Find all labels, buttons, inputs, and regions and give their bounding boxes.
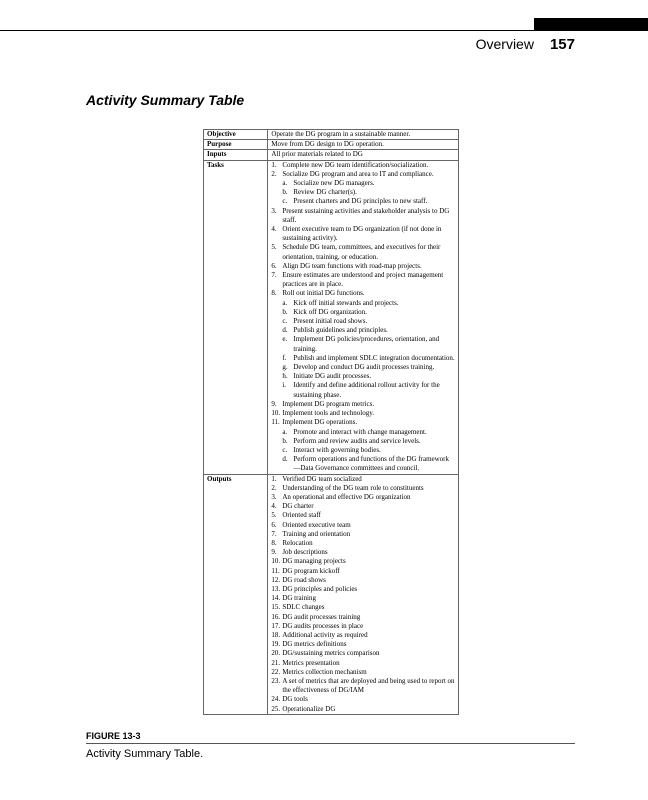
task-text: Implement DG operations. <box>282 418 358 427</box>
task-text: Align DG team functions with road-map projects. <box>282 261 422 270</box>
output-text: Oriented staff <box>282 511 321 520</box>
output-text: DG/sustaining metrics comparison <box>282 649 380 658</box>
task-item <box>271 262 455 271</box>
task-row <box>271 289 455 298</box>
task-row <box>271 418 455 427</box>
subtask-row <box>271 197 455 206</box>
subtask-letter: i. <box>282 381 287 390</box>
subtask-letter: a. <box>282 179 288 188</box>
output-number: 10. <box>271 557 281 566</box>
subtask-row <box>271 188 455 197</box>
output-text: Understanding of the DG team role to constituents <box>282 483 424 492</box>
inputs-value: All prior materials related to DG <box>268 150 459 160</box>
output-item <box>271 502 455 511</box>
subtask-text: Socialize new DG managers. <box>293 179 375 188</box>
task-number: 8. <box>271 289 277 298</box>
output-item <box>271 567 455 576</box>
header-bar <box>534 18 648 30</box>
task-item <box>271 243 455 261</box>
output-item <box>271 649 455 658</box>
figure-caption: Activity Summary Table. <box>86 748 204 760</box>
output-number: 5. <box>271 511 277 520</box>
task-row <box>271 400 455 409</box>
subtask-letter: c. <box>282 445 288 454</box>
subtask-row <box>271 437 455 446</box>
output-text: DG program kickoff <box>282 566 340 575</box>
output-item <box>271 603 455 612</box>
output-text: Verified DG team socialized <box>282 474 362 483</box>
figure-label: FIGURE 13-3 <box>86 731 141 741</box>
subtask-text: Perform and review audits and service levels. <box>293 436 421 445</box>
task-row <box>271 170 455 179</box>
output-number: 8. <box>271 538 277 547</box>
task-number: 11. <box>271 418 280 427</box>
output-item <box>271 576 455 585</box>
output-number: 7. <box>271 529 277 538</box>
subtask-row <box>271 381 455 399</box>
output-item <box>271 705 455 714</box>
task-item <box>271 170 455 207</box>
tasks-cell <box>268 160 459 474</box>
output-number: 24. <box>271 695 281 704</box>
output-text: An operational and effective DG organization <box>282 492 411 501</box>
output-text: Metrics presentation <box>282 658 340 667</box>
task-row <box>271 225 455 243</box>
task-text: Implement DG program metrics. <box>282 399 375 408</box>
task-text: Socialize DG program and area to IT and compliance. <box>282 169 434 178</box>
subtask-text: Interact with governing bodies. <box>293 445 381 454</box>
task-item <box>271 400 455 409</box>
task-number: 9. <box>271 399 277 408</box>
output-text: DG charter <box>282 502 314 511</box>
subtask-text: Perform operations and functions of the DG framework—Data Governance committees and council. <box>293 455 450 473</box>
output-item <box>271 631 455 640</box>
output-item <box>271 530 455 539</box>
task-text: Present sustaining activities and stakeholder analysis to DG staff. <box>282 206 450 224</box>
table-row-purpose <box>204 140 459 150</box>
output-number: 4. <box>271 502 277 511</box>
objective-label: Objective <box>204 130 268 140</box>
task-text: Complete new DG team identification/socialization. <box>282 160 429 169</box>
output-item <box>271 668 455 677</box>
output-text: DG audit processes training <box>282 612 361 621</box>
output-item <box>271 659 455 668</box>
output-number: 2. <box>271 483 277 492</box>
subtask-letter: h. <box>282 372 288 381</box>
page-number: 157 <box>549 36 575 53</box>
subtask-letter: b. <box>282 307 288 316</box>
table-row-inputs <box>204 150 459 160</box>
output-text: DG audits processes in place <box>282 621 364 630</box>
output-item <box>271 493 455 502</box>
tasks-list <box>271 161 455 474</box>
output-text: Training and orientation <box>282 529 351 538</box>
purpose-value: Move from DG design to DG operation. <box>268 140 459 150</box>
output-text: Additional activity as required <box>282 630 368 639</box>
subtask-text: Develop and conduct DG audit processes training. <box>293 363 435 372</box>
subtask-row <box>271 446 455 455</box>
task-row <box>271 207 455 225</box>
output-number: 22. <box>271 667 281 676</box>
objective-value: Operate the DG program in a sustainable manner. <box>268 130 459 140</box>
output-number: 15. <box>271 603 281 612</box>
subtask-text: Promote and interact with change management. <box>293 427 427 436</box>
task-item <box>271 418 455 473</box>
output-number: 12. <box>271 575 281 584</box>
output-number: 11. <box>271 566 280 575</box>
task-row <box>271 271 455 289</box>
subtask-text: Kick off initial stewards and projects. <box>293 298 399 307</box>
subtask-text: Review DG charter(s). <box>293 188 357 197</box>
subtask-row <box>271 308 455 317</box>
output-text: Operationalize DG <box>282 704 336 713</box>
output-text: DG tools <box>282 695 308 704</box>
task-text: Schedule DG team, committees, and executives for their orientation, training, or education. <box>282 243 441 261</box>
subtask-letter: f. <box>282 353 287 362</box>
output-number: 1. <box>271 474 277 483</box>
output-text: A set of metrics that are deployed and being used to report on the effectiveness of DG/IAM <box>282 676 455 695</box>
task-row <box>271 409 455 418</box>
running-title: Overview <box>475 36 534 52</box>
output-number: 13. <box>271 584 281 593</box>
subtask-row <box>271 372 455 381</box>
output-item <box>271 548 455 557</box>
output-item <box>271 557 455 566</box>
output-number: 6. <box>271 520 277 529</box>
output-text: DG principles and policies <box>282 584 358 593</box>
subtask-row <box>271 317 455 326</box>
output-item <box>271 475 455 484</box>
output-text: Oriented executive team <box>282 520 351 529</box>
purpose-label: Purpose <box>204 140 268 150</box>
task-text: Roll out initial DG functions. <box>282 289 365 298</box>
subtask-row <box>271 428 455 437</box>
subtask-row <box>271 363 455 372</box>
output-item <box>271 613 455 622</box>
subtask-text: Publish guidelines and principles. <box>293 326 388 335</box>
tasks-label: Tasks <box>204 160 268 474</box>
output-number: 3. <box>271 492 277 501</box>
subtask-row <box>271 354 455 363</box>
output-text: DG road shows <box>282 575 326 584</box>
output-number: 23. <box>271 676 281 685</box>
output-text: Relocation <box>282 538 313 547</box>
output-item <box>271 622 455 631</box>
subtask-text: Present initial road shows. <box>293 317 368 326</box>
table-row-tasks <box>204 160 459 474</box>
subtask-row <box>271 326 455 335</box>
task-item <box>271 225 455 243</box>
output-number: 25. <box>271 704 281 713</box>
output-item <box>271 521 455 530</box>
output-item <box>271 484 455 493</box>
task-item <box>271 207 455 225</box>
task-number: 3. <box>271 206 277 215</box>
output-text: DG training <box>282 594 316 603</box>
task-text: Ensure estimates are understood and project management practices are in place. <box>282 271 444 289</box>
subtask-letter: a. <box>282 427 288 436</box>
task-row <box>271 243 455 261</box>
output-number: 16. <box>271 612 281 621</box>
activity-summary-table <box>203 129 459 715</box>
task-number: 4. <box>271 225 277 234</box>
subtask-text: Initiate DG audit processes. <box>293 372 372 381</box>
subtask-text: Publish and implement SDLC integration documentation. <box>293 353 455 362</box>
subtask-text: Implement DG policies/procedures, orientation, and training. <box>293 335 440 353</box>
subtask-letter: g. <box>282 363 288 372</box>
output-item <box>271 677 455 695</box>
subtask-letter: c. <box>282 317 288 326</box>
subtask-row <box>271 179 455 188</box>
output-text: SDLC changes <box>282 603 325 612</box>
running-header <box>476 36 575 53</box>
output-item <box>271 539 455 548</box>
output-number: 14. <box>271 594 281 603</box>
header-rule <box>0 30 648 31</box>
outputs-label: Outputs <box>204 474 268 714</box>
subtask-letter: c. <box>282 197 288 206</box>
output-number: 20. <box>271 649 281 658</box>
output-number: 18. <box>271 630 281 639</box>
task-text: Orient executive team to DG organization (if not done in sustaining activity). <box>282 225 442 243</box>
subtask-letter: b. <box>282 436 288 445</box>
subtask-row <box>271 335 455 353</box>
task-number: 10. <box>271 409 281 418</box>
table-row-objective <box>204 130 459 140</box>
outputs-cell <box>268 474 459 714</box>
section-title: Activity Summary Table <box>86 92 245 108</box>
table-row-outputs <box>204 474 459 714</box>
output-item <box>271 695 455 704</box>
subtask-row <box>271 455 455 473</box>
task-row <box>271 161 455 170</box>
task-item <box>271 289 455 399</box>
inputs-label: Inputs <box>204 150 268 160</box>
output-text: Job descriptions <box>282 548 328 557</box>
subtask-letter: e. <box>282 335 288 344</box>
subtask-letter: d. <box>282 326 288 335</box>
task-number: 1. <box>271 160 277 169</box>
task-number: 6. <box>271 261 277 270</box>
subtask-text: Kick off DG organization. <box>293 307 367 316</box>
task-row <box>271 262 455 271</box>
output-text: Metrics collection mechanism <box>282 667 367 676</box>
subtask-text: Identify and define additional rollout activity for the sustaining phase. <box>293 381 440 399</box>
task-item <box>271 271 455 289</box>
output-item <box>271 585 455 594</box>
task-item <box>271 161 455 170</box>
task-number: 2. <box>271 169 277 178</box>
output-item <box>271 511 455 520</box>
output-text: DG managing projects <box>282 557 346 566</box>
output-item <box>271 594 455 603</box>
output-text: DG metrics definitions <box>282 640 347 649</box>
task-number: 5. <box>271 243 277 252</box>
subtask-text: Present charters and DG principles to new staff. <box>293 197 428 206</box>
caption-rule <box>86 743 575 744</box>
subtask-row <box>271 299 455 308</box>
subtask-letter: b. <box>282 188 288 197</box>
output-number: 9. <box>271 548 277 557</box>
output-number: 19. <box>271 640 281 649</box>
subtask-letter: d. <box>282 455 288 464</box>
task-item <box>271 409 455 418</box>
task-number: 7. <box>271 271 277 280</box>
task-text: Implement tools and technology. <box>282 409 375 418</box>
output-item <box>271 640 455 649</box>
output-number: 21. <box>271 658 281 667</box>
output-number: 17. <box>271 621 281 630</box>
outputs-list <box>271 475 455 714</box>
subtask-letter: a. <box>282 298 288 307</box>
